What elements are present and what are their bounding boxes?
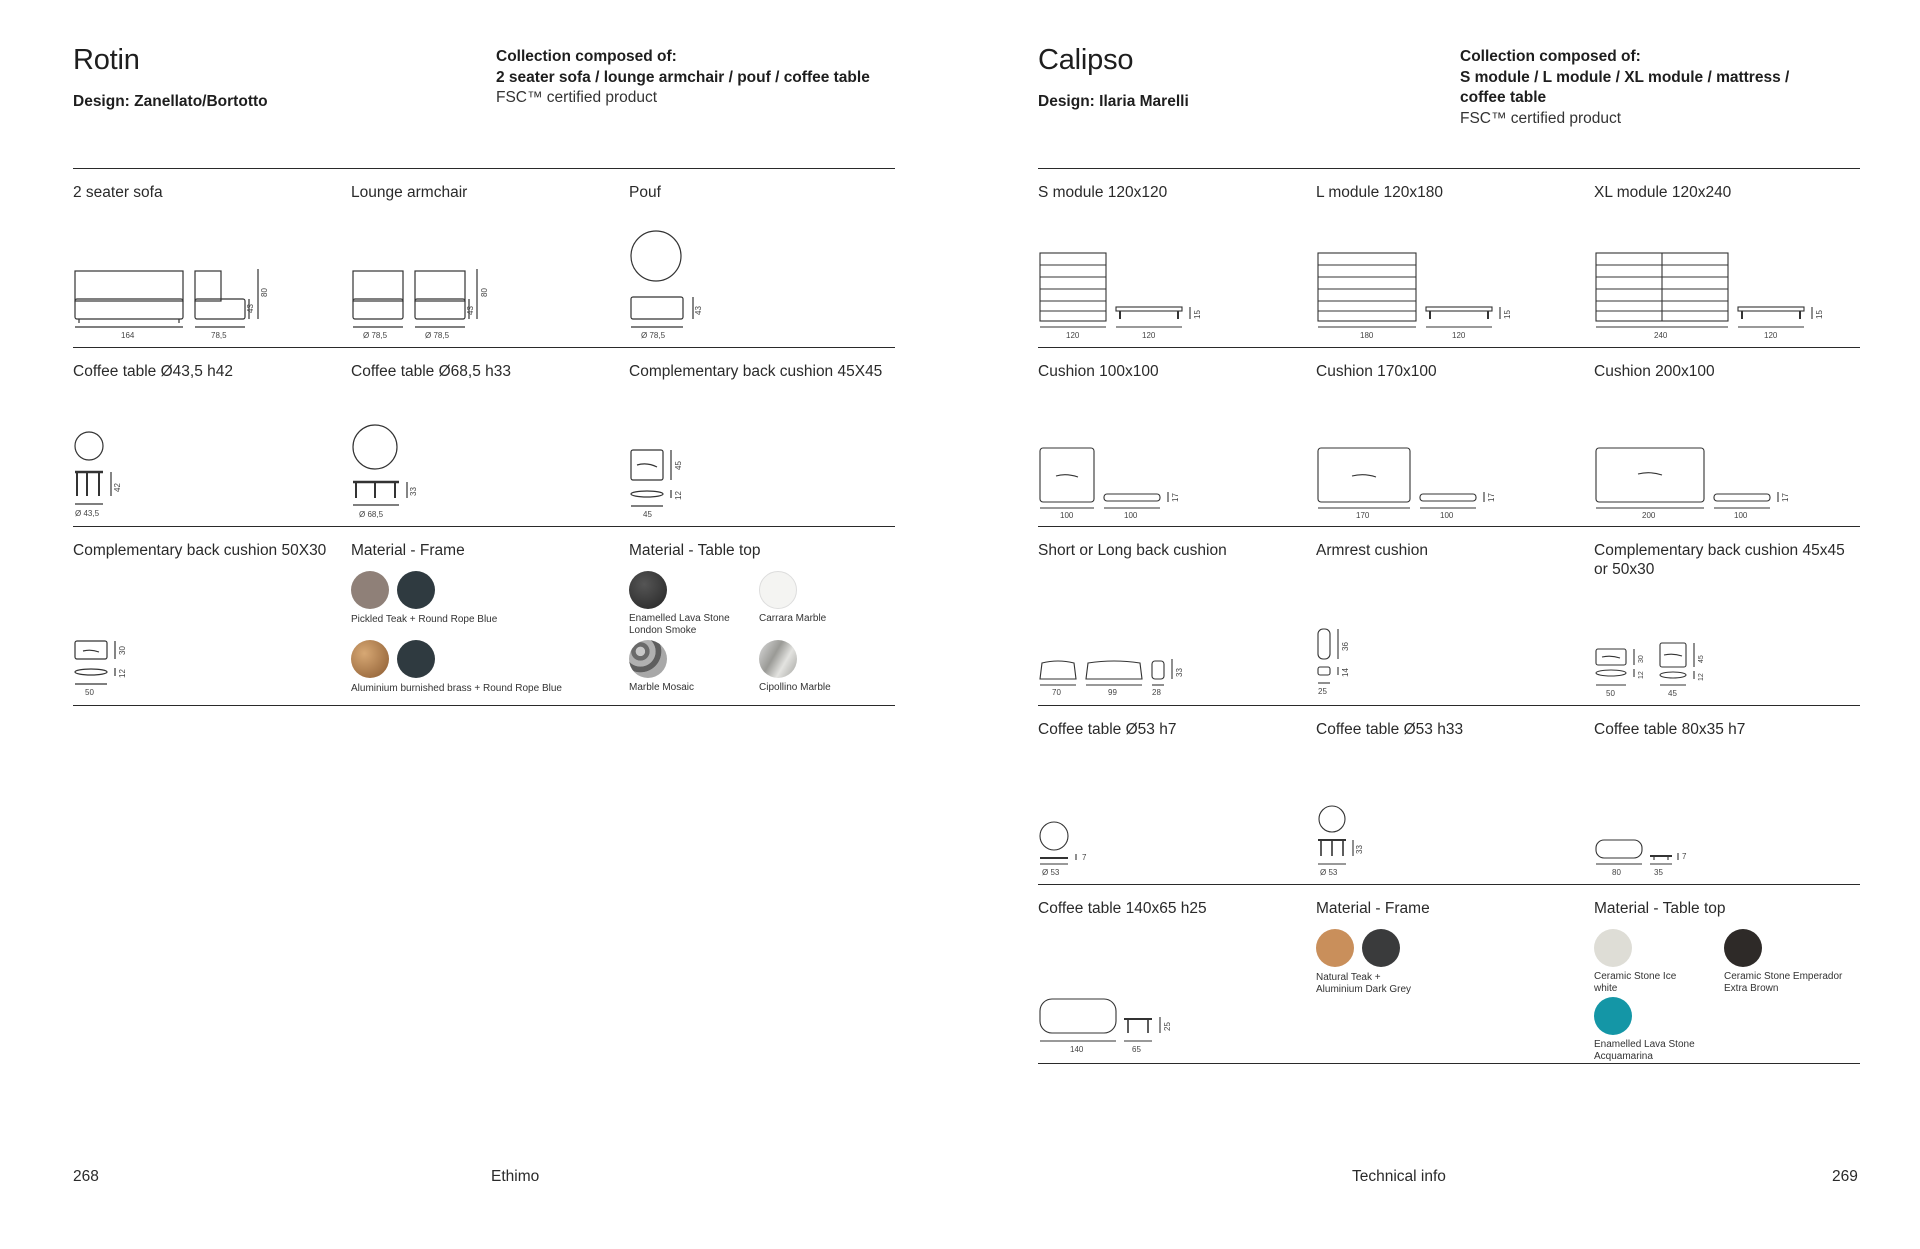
cushion-170-drawing xyxy=(1316,446,1506,520)
collection-info xyxy=(496,47,870,109)
back-cushion-drawing xyxy=(1038,649,1198,699)
spec-label: Coffee table 140x65 h25 xyxy=(1038,900,1207,917)
material-caption: Carrara Marble xyxy=(759,613,827,624)
frame-material-caption: Aluminium burnished brass + Round Rope Blue xyxy=(351,683,562,694)
dim-arm-w: 25 xyxy=(1318,687,1327,696)
spec-label: Complementary back cushion 45X45 xyxy=(629,363,883,380)
dim-c170-h: 17 xyxy=(1487,493,1496,502)
spec-row xyxy=(73,527,895,706)
dim-back-short: 70 xyxy=(1052,688,1061,697)
collection-items: S module / L module / XL module / mattress / coffee table xyxy=(1460,68,1790,106)
collection-info xyxy=(1460,47,1790,129)
spec-cell-top-materials xyxy=(629,527,895,705)
spec-label: Cushion 100x100 xyxy=(1038,363,1159,380)
frame-swatch-pair xyxy=(351,640,435,678)
spec-label: Cushion 200x100 xyxy=(1594,363,1715,380)
lava-stone-swatch xyxy=(629,571,667,609)
spec-label: Complementary back cushion 45x45 or 50x30 xyxy=(1594,542,1845,578)
spec-cell-coffee-table-43 xyxy=(73,348,351,526)
material-caption: Cipollino Marble xyxy=(759,682,831,693)
dim-arm-t: 14 xyxy=(1341,668,1350,677)
spec-cell-armrest-cushion xyxy=(1316,527,1594,705)
ice-white-swatch xyxy=(1594,929,1632,967)
spec-label: Material - Table top xyxy=(1594,900,1726,917)
spec-label: Material - Frame xyxy=(351,542,465,559)
emperador-brown-swatch xyxy=(1724,929,1762,967)
frame-swatch-pair xyxy=(1316,929,1400,967)
dim-arm-h1: 43 xyxy=(466,306,475,315)
material-option xyxy=(759,571,879,625)
material-option xyxy=(759,640,879,694)
cipollino-marble-swatch xyxy=(759,640,797,678)
spec-label: 2 seater sofa xyxy=(73,184,163,201)
dim-back-depth: 28 xyxy=(1152,688,1161,697)
rope-blue-swatch xyxy=(397,640,435,678)
l-module-drawing xyxy=(1316,251,1516,341)
acquamarina-swatch xyxy=(1594,997,1632,1035)
rope-blue-swatch xyxy=(397,571,435,609)
burnished-brass-swatch xyxy=(351,640,389,678)
certification: FSC™ certified product xyxy=(496,89,658,106)
spec-cell-armchair xyxy=(351,169,629,347)
dim-c200-d: 100 xyxy=(1734,511,1748,520)
rotin-spec-grid xyxy=(73,168,895,706)
frame-material-caption: Natural Teak + Aluminium Dark Grey xyxy=(1316,972,1412,995)
spec-cell-coffee-table-68 xyxy=(351,348,629,526)
spec-label: Lounge armchair xyxy=(351,184,468,201)
spec-cell-frame-materials xyxy=(351,527,629,705)
spec-cell-complementary-back-cushion xyxy=(1594,527,1860,705)
dim-c45-t: 12 xyxy=(674,491,683,500)
carrara-marble-swatch xyxy=(759,571,797,609)
back-cushion-45-drawing xyxy=(629,448,699,520)
material-option xyxy=(1594,929,1694,994)
armrest-cushion-drawing xyxy=(1316,627,1366,699)
dim-c50-t: 12 xyxy=(118,669,127,678)
dim-s-h: 15 xyxy=(1193,310,1202,319)
dim-ct80-h: 7 xyxy=(1682,852,1687,861)
page-number: 269 xyxy=(1832,1168,1858,1185)
dim-comp-45: 45 xyxy=(1668,689,1677,698)
dim-ct140-d: 65 xyxy=(1132,1045,1141,1054)
product-title: Rotin xyxy=(73,44,140,76)
spec-label: S module 120x120 xyxy=(1038,184,1168,201)
spec-label: Coffee table Ø53 h7 xyxy=(1038,721,1177,738)
dim-ct140-h: 25 xyxy=(1163,1022,1172,1031)
coffee-table-140x65-drawing xyxy=(1038,997,1178,1057)
dim-ct53a-h: 7 xyxy=(1082,853,1087,862)
spec-cell-back-cushion-50 xyxy=(73,527,351,705)
material-caption: Ceramic Stone Ice white xyxy=(1594,971,1677,994)
spec-label: Pouf xyxy=(629,184,661,201)
frame-swatch-pair xyxy=(351,571,435,609)
spec-cell-short-long-back-cushion xyxy=(1038,527,1316,705)
natural-teak-swatch xyxy=(1316,929,1354,967)
dim-c50-w: 50 xyxy=(85,688,94,697)
dim-ct140-w: 140 xyxy=(1070,1045,1084,1054)
spec-cell-cushion-100 xyxy=(1038,348,1316,526)
dim-c100-d: 100 xyxy=(1124,511,1138,520)
dim-c200-h: 17 xyxy=(1781,493,1790,502)
coffee-table-53-h7-drawing xyxy=(1038,820,1098,878)
coffee-table-68-drawing xyxy=(351,424,441,520)
dim-pouf-h: 43 xyxy=(694,306,703,315)
spec-label: L module 120x180 xyxy=(1316,184,1443,201)
spec-row xyxy=(73,169,895,348)
dim-c200-w: 200 xyxy=(1642,511,1656,520)
collection-heading: Collection composed of: xyxy=(1460,48,1641,65)
dim-c100-h: 17 xyxy=(1171,493,1180,502)
dim-c45-h: 45 xyxy=(674,461,683,470)
brand-name: Ethimo xyxy=(491,1168,540,1185)
dim-xl-w: 240 xyxy=(1654,331,1668,340)
product-title: Calipso xyxy=(1038,44,1134,76)
material-caption: Enamelled Lava Stone Acquamarina xyxy=(1594,1039,1695,1062)
dim-ct53b-h: 33 xyxy=(1355,845,1364,854)
material-option xyxy=(629,640,749,694)
aluminium-dark-grey-swatch xyxy=(1362,929,1400,967)
dim-ct53a-d: Ø 53 xyxy=(1042,868,1060,877)
spec-cell-sofa xyxy=(73,169,351,347)
table-top-materials xyxy=(629,571,895,701)
dim-c45-w: 45 xyxy=(643,510,652,519)
material-option xyxy=(1724,929,1854,994)
complementary-cushion-drawing xyxy=(1594,641,1714,699)
dim-sofa-h1: 43 xyxy=(246,304,255,313)
dim-comp-12b: 12 xyxy=(1698,673,1705,681)
spec-cell-coffee-table-80x35 xyxy=(1594,706,1860,884)
right-page xyxy=(960,0,1920,1249)
dim-c170-d: 100 xyxy=(1440,511,1454,520)
dim-l-h: 15 xyxy=(1503,310,1512,319)
dim-arm-h: 36 xyxy=(1341,642,1350,651)
material-caption: Ceramic Stone Emperador Extra Brown xyxy=(1724,971,1843,994)
dim-c100-w: 100 xyxy=(1060,511,1074,520)
material-option xyxy=(629,571,749,636)
designer-credit: Design: Ilaria Marelli xyxy=(1038,93,1189,110)
dim-xl-d: 120 xyxy=(1764,331,1778,340)
spec-label: XL module 120x240 xyxy=(1594,184,1732,201)
spec-label: Cushion 170x100 xyxy=(1316,363,1437,380)
cushion-100-drawing xyxy=(1038,446,1188,520)
dim-sofa-d: 78,5 xyxy=(211,331,227,340)
table-top-materials xyxy=(1594,929,1860,1062)
dim-sofa-h2: 80 xyxy=(260,288,269,297)
spec-cell-l-module xyxy=(1316,169,1594,347)
spec-row xyxy=(73,348,895,527)
dim-xl-h: 15 xyxy=(1815,310,1824,319)
spec-cell-cushion-170 xyxy=(1316,348,1594,526)
dim-back-long: 99 xyxy=(1108,688,1117,697)
dim-comp-45h: 45 xyxy=(1698,655,1705,663)
dim-ct43-d: Ø 43,5 xyxy=(75,509,100,518)
pickled-teak-swatch xyxy=(351,571,389,609)
collection-heading: Collection composed of: xyxy=(496,48,677,65)
collection-items: 2 seater sofa / lounge armchair / pouf / coffee table xyxy=(496,68,870,86)
material-caption: Marble Mosaic xyxy=(629,682,695,693)
dim-sofa-w: 164 xyxy=(121,331,135,340)
spec-cell-coffee-table-53-h33 xyxy=(1316,706,1594,884)
dim-s-d: 120 xyxy=(1142,331,1156,340)
spec-label: Coffee table 80x35 h7 xyxy=(1594,721,1746,738)
spec-row xyxy=(1038,348,1860,527)
material-option xyxy=(1594,997,1704,1062)
dim-c170-w: 170 xyxy=(1356,511,1370,520)
coffee-table-53-h33-drawing xyxy=(1316,804,1376,878)
dim-ct43-h: 42 xyxy=(113,483,122,492)
dim-l-w: 180 xyxy=(1360,331,1374,340)
pouf-drawing xyxy=(629,229,719,341)
spec-label: Coffee table Ø68,5 h33 xyxy=(351,363,512,380)
dim-comp-12a: 12 xyxy=(1638,671,1645,679)
spec-row xyxy=(1038,527,1860,706)
sofa-drawing xyxy=(73,261,283,341)
spec-row xyxy=(1038,885,1860,1064)
dim-ct68-d: Ø 68,5 xyxy=(359,510,384,519)
dim-arm-h2: 80 xyxy=(480,288,489,297)
calipso-spec-grid xyxy=(1038,168,1860,1064)
spec-row xyxy=(1038,706,1860,885)
certification: FSC™ certified product xyxy=(1460,109,1622,127)
dim-pouf-d: Ø 78,5 xyxy=(641,331,666,340)
dim-arm-top: Ø 78,5 xyxy=(363,331,388,340)
spec-cell-cushion-200 xyxy=(1594,348,1860,526)
spec-label: Coffee table Ø43,5 h42 xyxy=(73,363,234,380)
coffee-table-80x35-drawing xyxy=(1594,838,1694,878)
spec-label: Material - Table top xyxy=(629,542,761,559)
section-name: Technical info xyxy=(1352,1168,1446,1185)
dim-arm-side: Ø 78,5 xyxy=(425,331,450,340)
spec-label: Armrest cushion xyxy=(1316,542,1428,559)
xl-module-drawing xyxy=(1594,251,1824,341)
dim-ct80-d: 35 xyxy=(1654,868,1663,877)
dim-comp-30: 30 xyxy=(1638,655,1645,663)
dim-s-w: 120 xyxy=(1066,331,1080,340)
cushion-200-drawing xyxy=(1594,446,1804,520)
frame-material-caption: Pickled Teak + Round Rope Blue xyxy=(351,614,498,625)
spec-cell-top-materials xyxy=(1594,885,1860,1063)
dim-back-h: 33 xyxy=(1175,668,1184,677)
spec-cell-coffee-table-53-h7 xyxy=(1038,706,1316,884)
spec-label: Material - Frame xyxy=(1316,900,1430,917)
spec-cell-pouf xyxy=(629,169,895,347)
dim-ct80-w: 80 xyxy=(1612,868,1621,877)
spec-cell-back-cushion-45 xyxy=(629,348,895,526)
dim-ct68-h: 33 xyxy=(409,487,418,496)
spec-cell-s-module xyxy=(1038,169,1316,347)
dim-comp-50: 50 xyxy=(1606,689,1615,698)
coffee-table-43-drawing xyxy=(73,430,143,520)
designer-credit: Design: Zanellato/Bortotto xyxy=(73,93,268,110)
spec-cell-xl-module xyxy=(1594,169,1860,347)
marble-mosaic-swatch xyxy=(629,640,667,678)
s-module-drawing xyxy=(1038,251,1208,341)
material-caption: Enamelled Lava Stone London Smoke xyxy=(629,613,730,636)
dim-l-d: 120 xyxy=(1452,331,1466,340)
spec-label: Coffee table Ø53 h33 xyxy=(1316,721,1464,738)
back-cushion-50-drawing xyxy=(73,639,143,699)
spec-cell-frame-materials xyxy=(1316,885,1594,1063)
spec-label: Complementary back cushion 50X30 xyxy=(73,542,327,559)
page-number: 268 xyxy=(73,1168,99,1185)
dim-c50-h: 30 xyxy=(118,646,127,655)
dim-ct53b-d: Ø 53 xyxy=(1320,868,1338,877)
spec-row xyxy=(1038,169,1860,348)
spec-cell-coffee-table-140x65 xyxy=(1038,885,1316,1063)
armchair-drawing xyxy=(351,261,511,341)
spec-label: Short or Long back cushion xyxy=(1038,542,1227,559)
